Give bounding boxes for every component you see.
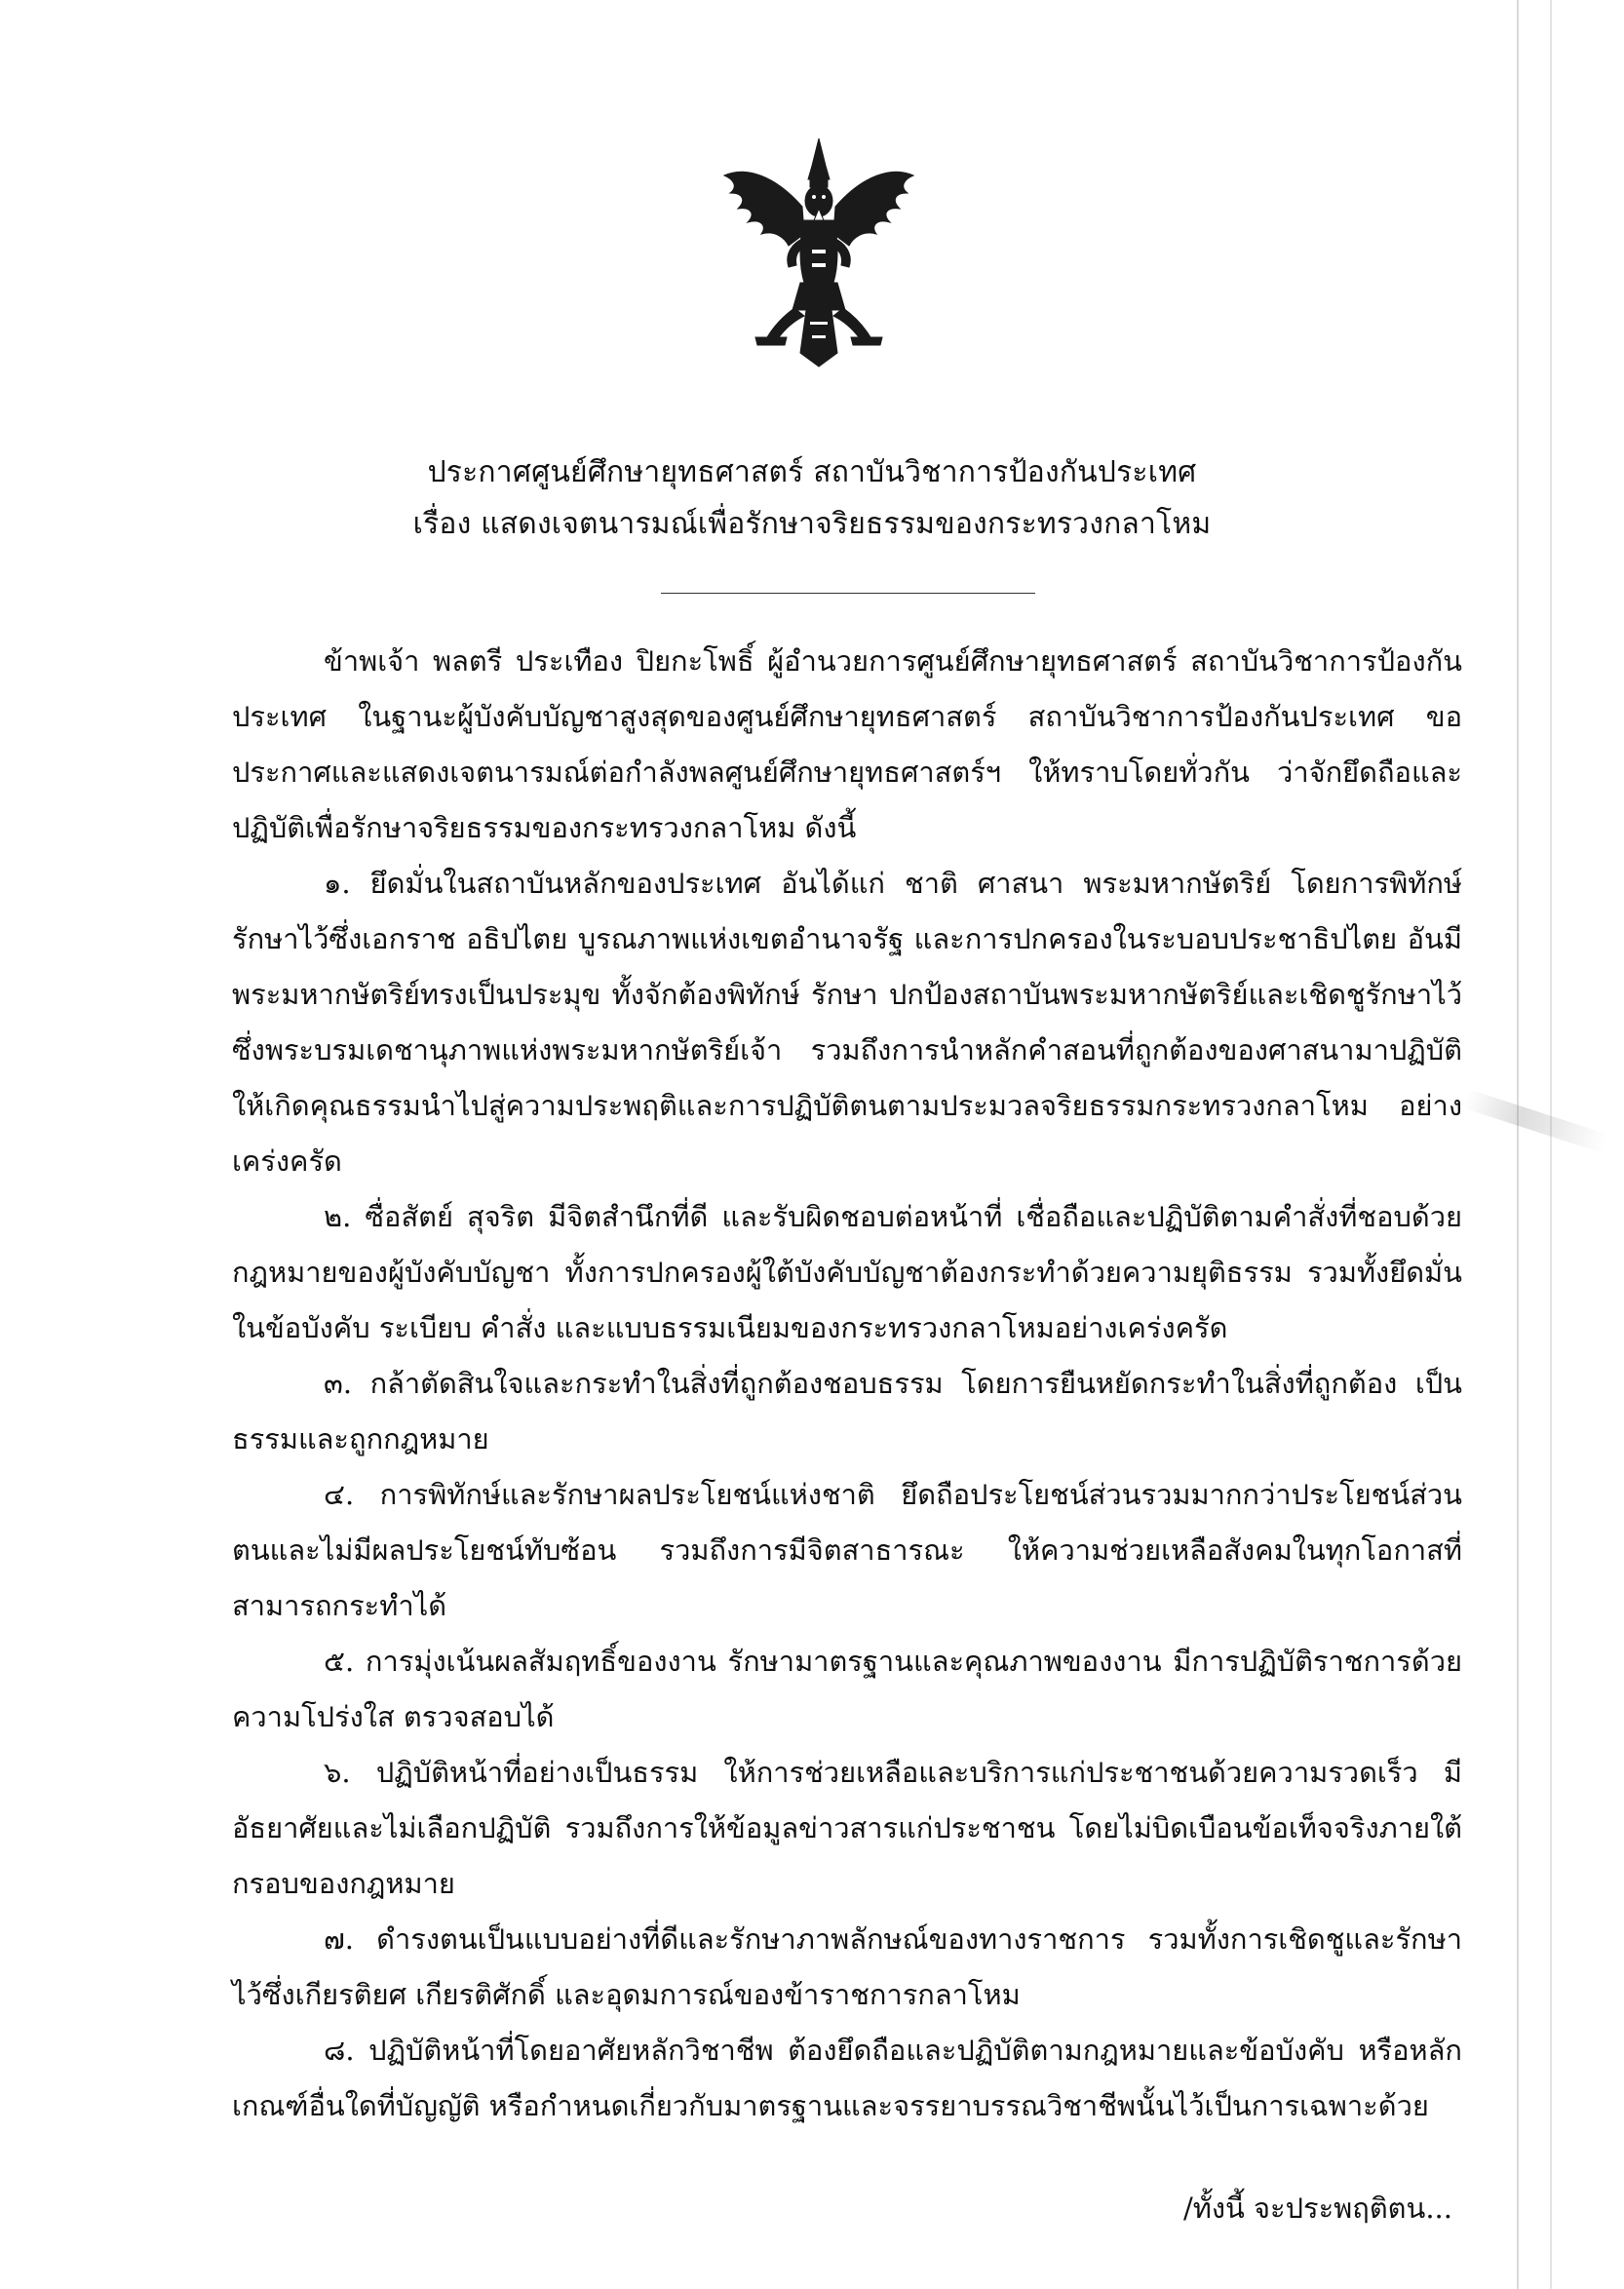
list-item: ๒. ซื่อสัตย์ สุจริต มีจิตสำนึกที่ดี และรับผิดชอบต่อหน้าที่ เชื่อถือและปฏิบัติตามคำสั่งที่ชอบด้วยกฎหมายของผู้บังคับบัญชา ทั้งการปกครองผู้ใต้บังคับบัญชาต้องกระทำด้วยความยุติธรรม รวมทั้งยึดมั่นในข้อบังคับ ระเบียบ คำสั่ง และแบบธรรมเนียมของกระทรวงกลาโหมอย่างเคร่งครัด [232, 1200, 1462, 1344]
continuation-note: /ทั้งนี้ จะประพฤติตน... [1182, 2192, 1452, 2225]
list-item: ๖. ปฏิบัติหน้าที่อย่างเป็นธรรม ให้การช่วยเหลือและบริการแก่ประชาชนด้วยความรวดเร็ว มีอัธยาศัยและไม่เลือกปฏิบัติ รวมถึงการให้ข้อมูลข่าวสารแก่ประชาชน โดยไม่บิดเบือนข้อเท็จจริงภายใต้กรอบของกฎหมาย [232, 1756, 1462, 1900]
announcement-title: ประกาศศูนย์ศึกษายุทธศาสตร์ สถาบันวิชาการป้องกันประเทศ [427, 455, 1197, 489]
list-item: ๑. ยึดมั่นในสถาบันหลักของประเทศ อันได้แก่ ชาติ ศาสนา พระมหากษัตริย์ โดยการพิทักษ์รักษาไว้ซึ่งเอกราช อธิปไตย บูรณภาพแห่งเขตอำนาจรัฐ และการปกครองในระบอบประชาธิปไตย อันมีพระมหากษัตริย์ทรงเป็นประมุข ทั้งจักต้องพิทักษ์ รักษา ปกป้องสถาบันพระมหากษัตริย์และเชิดชูรักษาไว้ซึ่งพระบรมเดชานุภาพแห่งพระมหากษัตริย์เจ้า รวมถึงการนำหลักคำสอนที่ถูกต้องของศาสนามาปฏิบัติให้เกิดคุณธรรมนำไปสู่ความประพฤติและการปฏิบัติตนตามประมวลจริยธรรมกระทรวงกลาโหม อย่างเคร่งครัด [232, 867, 1462, 1178]
list-item: ๗. ดำรงตนเป็นแบบอย่างที่ดีและรักษาภาพลักษณ์ของทางราชการ รวมทั้งการเชิดชูและรักษาไว้ซึ่งเกียรติยศ เกียรติศักดิ์ และอุดมการณ์ของข้าราชการกลาโหม [232, 1922, 1462, 2011]
intro-paragraph: ข้าพเจ้า พลตรี ประเทือง ปิยกะโพธิ์ ผู้อำนวยการศูนย์ศึกษายุทธศาสตร์ สถาบันวิชาการป้องกันประเทศ ในฐานะผู้บังคับบัญชาสูงสุดของศูนย์ศึกษายุทธศาสตร์ สถาบันวิชาการป้องกันประเทศ ขอประกาศและแสดงเจตนารมณ์ต่อกำลังพลศูนย์ศึกษายุทธศาสตร์ฯ ให้ทราบโดยทั่วกัน ว่าจักยึดถือและปฏิบัติเพื่อรักษาจริยธรรมของกระทรวงกลาโหม ดังนี้ [232, 644, 1462, 844]
list-item: ๕. การมุ่งเน้นผลสัมฤทธิ์ของงาน รักษามาตรฐานและคุณภาพของงาน มีการปฏิบัติราชการด้วยความโปร่งใส ตรวจสอบได้ [232, 1645, 1462, 1733]
list-item: ๘. ปฏิบัติหน้าที่โดยอาศัยหลักวิชาชีพ ต้องยึดถือและปฏิบัติตามกฎหมายและข้อบังคับ หรือหลักเกณฑ์อื่นใดที่บัญญัติ หรือกำหนดเกี่ยวกับมาตรฐานและจรรยาบรรณวิชาชีพนั้นไว้เป็นการเฉพาะด้วย [232, 2034, 1462, 2122]
garuda-emblem-icon [716, 136, 921, 370]
title-divider [661, 593, 1035, 594]
scan-edge-line [1517, 0, 1519, 2289]
scan-edge-line [1550, 0, 1552, 2289]
scan-fold-mark [1463, 1089, 1608, 1152]
list-item: ๔. การพิทักษ์และรักษาผลประโยชน์แห่งชาติ ยึดถือประโยชน์ส่วนรวมมากกว่าประโยชน์ส่วนตนและไม่มีผลประโยชน์ทับซ้อน รวมถึงการมีจิตสาธารณะ ให้ความช่วยเหลือสังคมในทุกโอกาสที่สามารถกระทำได้ [232, 1478, 1462, 1622]
list-item: ๓. กล้าตัดสินใจและกระทำในสิ่งที่ถูกต้องชอบธรรม โดยการยืนหยัดกระทำในสิ่งที่ถูกต้อง เป็นธรรมและถูกกฎหมาย [232, 1367, 1462, 1455]
announcement-subject: เรื่อง แสดงเจตนารมณ์เพื่อรักษาจริยธรรมของกระทรวงกลาโหม [412, 507, 1212, 541]
announcement-body [232, 634, 1462, 2134]
